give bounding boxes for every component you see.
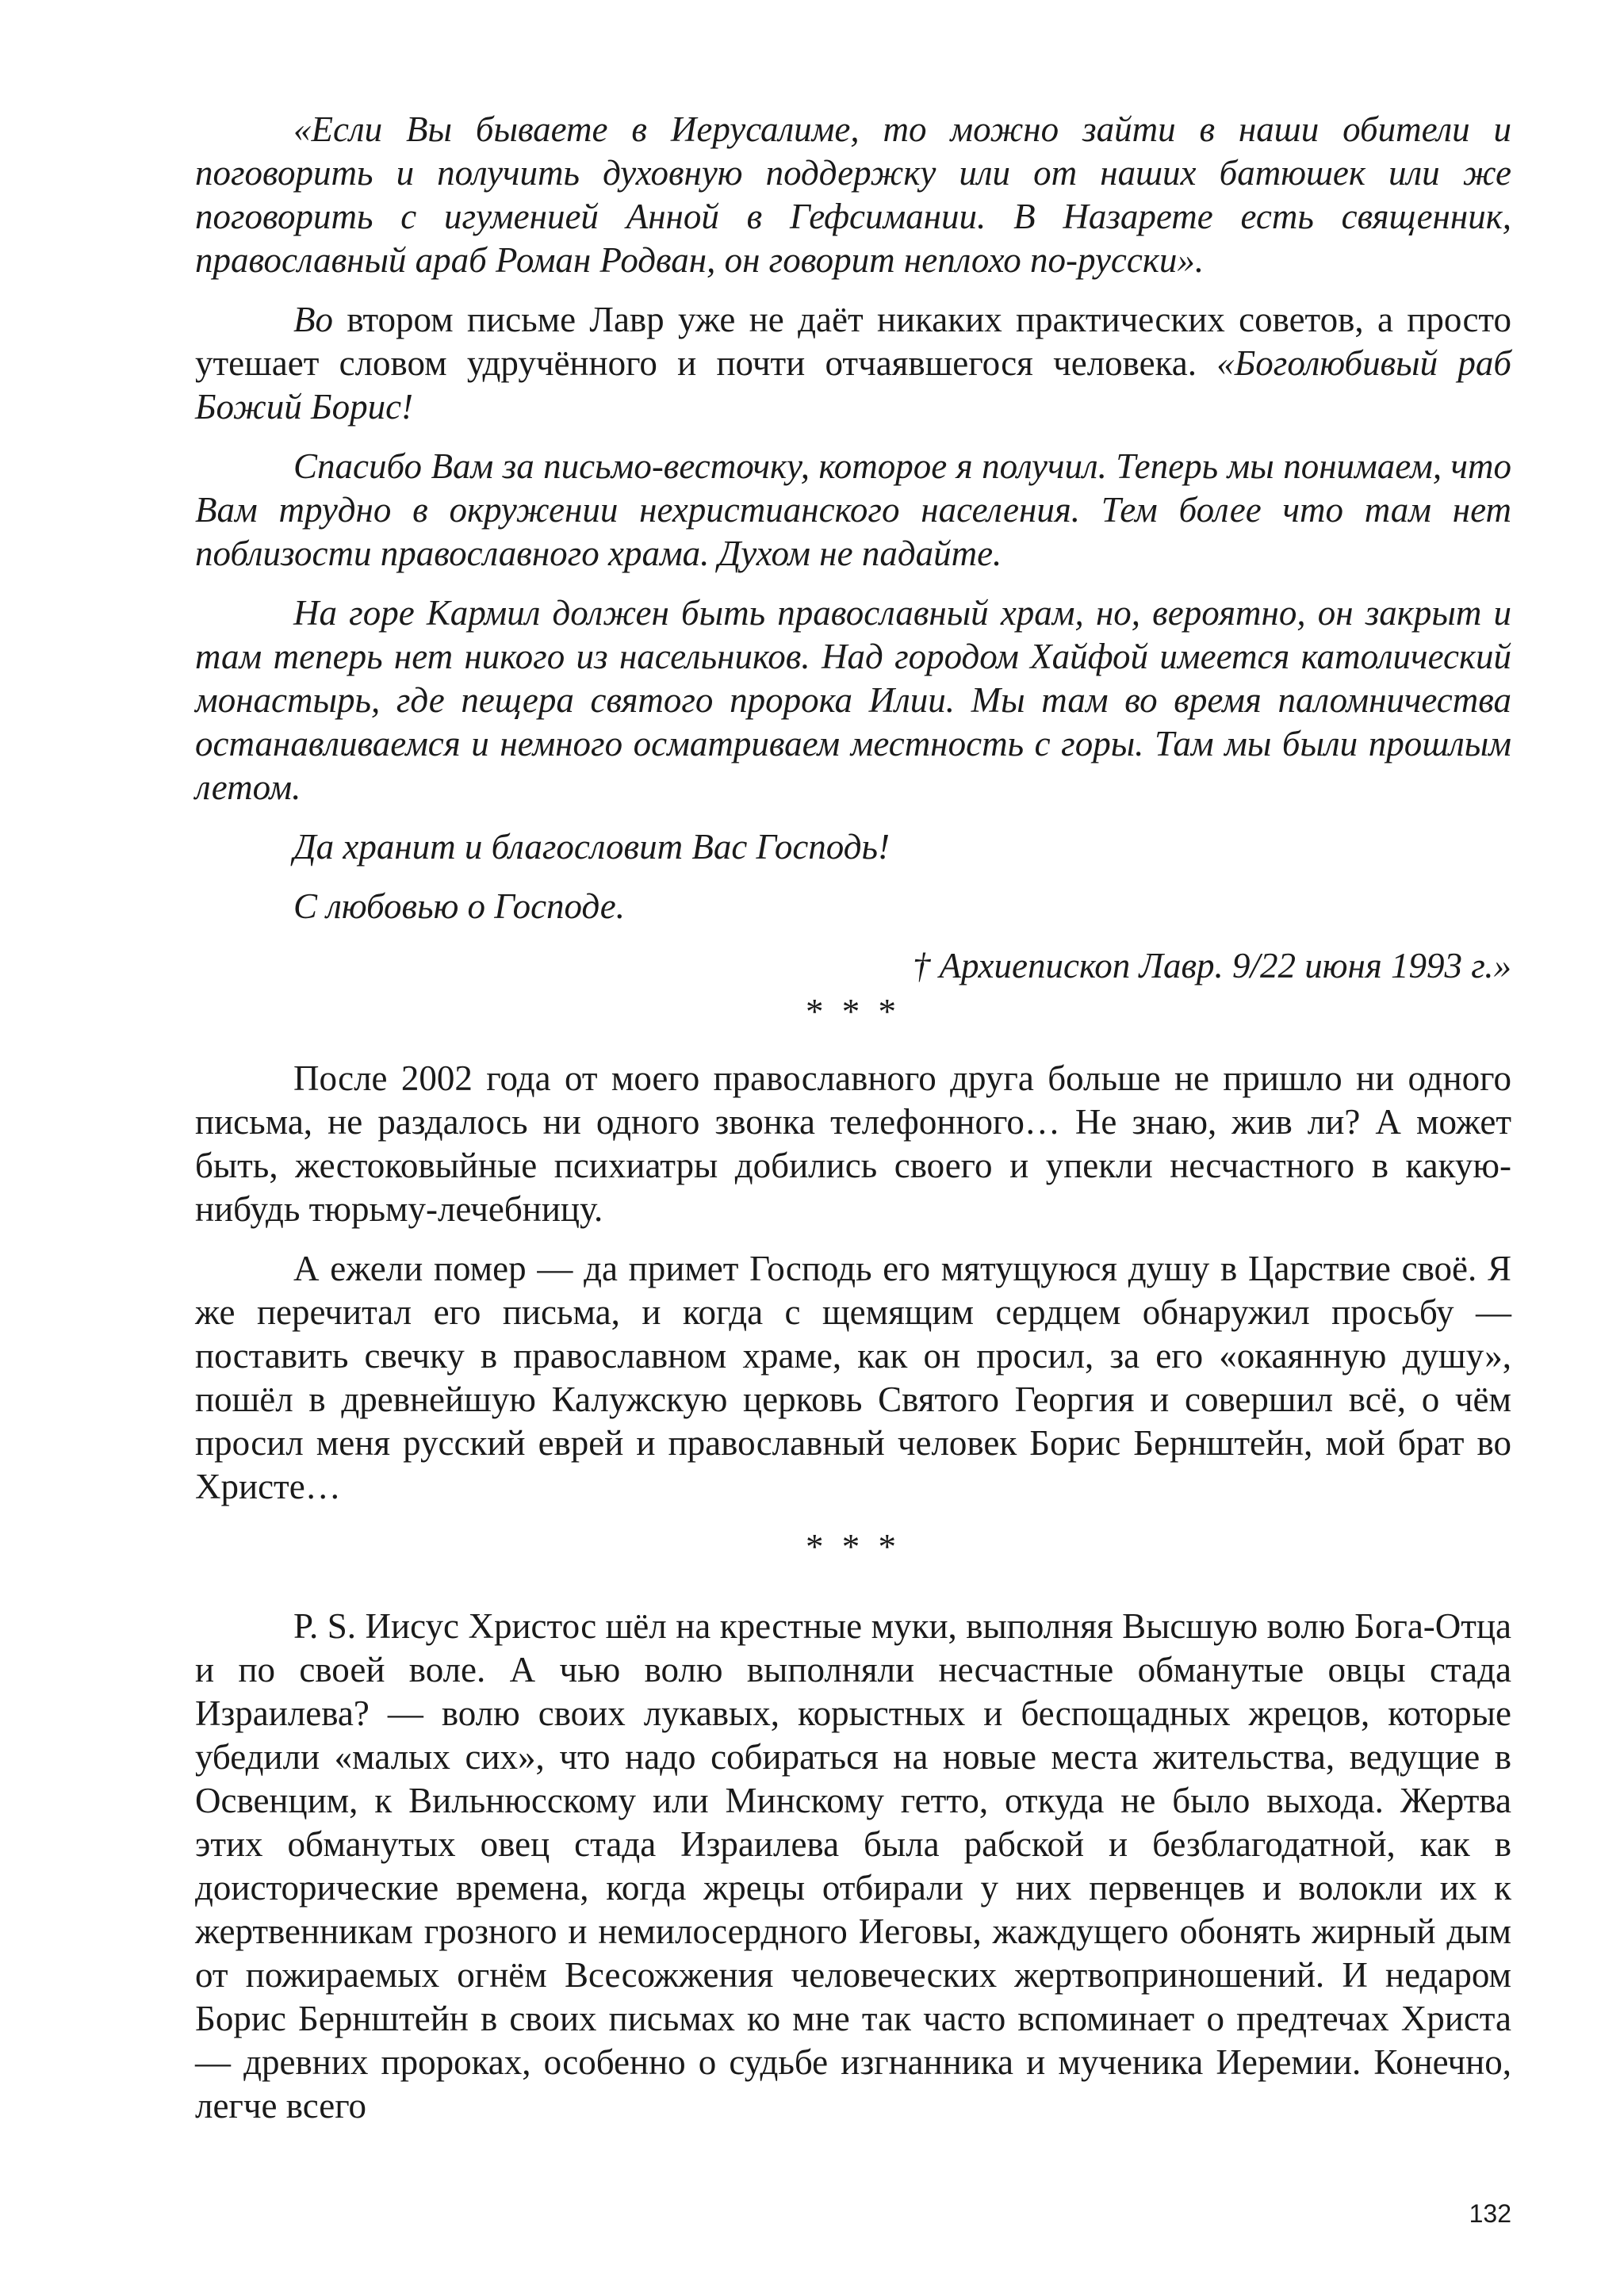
- body-paragraph-2: А ежели помер — да примет Господь его мятущуюся душу в Царствие своё. Я же перечитал его письма, и когда с щемящим сердцем обнаружил просьбу — поставить свечку в православном храме, как он просил, за его «окаянную душу», пошёл в древнейшую Калужскую церковь Святого Георгия и совершил всё, о чём просил меня русский еврей и православный человек Борис Бернштейн, мой брат во Христе…: [195, 1249, 1511, 1506]
- letter2-paragraph-2: На горе Кармил должен быть православный храм, но, вероятно, он закрыт и там теперь нет никого из насельников. Над городом Хайфой имеется католический монастырь, где пещера святого пророка Илии. Мы там во время паломничества останавливаемся и немного осматриваем местность с горы. Там мы были прошлым летом.: [195, 593, 1511, 807]
- letter2-signature: † Архиепископ Лавр. 9/22 июня 1993 г.»: [912, 946, 1511, 985]
- letter2-greeting: «Боголюбивый раб Божий Борис!: [195, 343, 1512, 427]
- section-separator-1: * * *: [806, 992, 901, 1031]
- page-number: 132: [1469, 2199, 1511, 2228]
- postscript-paragraph: P. S. Иисус Христос шёл на крестные муки, выполняя Высшую волю Бога-Отца и по своей воле. А чью волю выполняли несчастные обманутые овцы стада Израилева? — волю своих лукавых, корыстных и беспощадных жрецов, которые убедили «малых сих», что надо собираться на новые места жительства, ведущие в Освенцим, к Вильнюсскому или Минскому гетто, откуда не было выхода. Жертва этих обманутых овец стада Израилева была рабской и безблагодатной, как в доисторические времена, когда жрецы отбирали у них первенцев и волокли их к жертвенникам грозного и немилосердного Иеговы, жаждущего обонять жирный дым от пожираемых огнём Всесожжения человеческих жертвоприношений. И недаром Борис Бернштейн в своих письмах ко мне так часто вспоминает о предтечах Христа — древних пророках, особенно о судьбе изгнанника и мученика Иеремии. Конечно, легче всего: [195, 1606, 1511, 2126]
- body-paragraph-1: После 2002 года от моего православного друга больше не пришло ни одного письма, не раздалось ни одного звонка телефонного… Не знаю, жив ли? А может быть, жестоковыйные психиатры добились своего и упекли несчастного в какую-нибудь тюрьму-лечебницу.: [195, 1058, 1511, 1229]
- section-separator-2: * * *: [806, 1527, 901, 1567]
- letter2-intro-text: втором письме Лавр уже не даёт никаких практических советов, а просто утешает словом удручённого и почти отчаявшегося человека.: [195, 300, 1511, 383]
- page-content: [195, 108, 1511, 2144]
- letter1-quote: «Если Вы бываете в Иерусалиме, то можно зайти в наши обители и поговорить и получить духовную поддержку или от наших батюшек или же поговорить с игуменией Анной в Гефсимании. В Назарете есть священник, православный араб Роман Родван, он говорит неплохо по-русски».: [195, 109, 1511, 280]
- letter2-blessing: Да хранит и благословит Вас Господь!: [293, 827, 890, 867]
- letter2-intro-paragraph: [195, 298, 1511, 429]
- letter2-paragraph-1: Спасибо Вам за письмо-весточку, которое я получил. Теперь мы понимаем, что Вам трудно в окружении нехристианского населения. Тем более что там нет поблизости православного храма. Духом не падайте.: [195, 446, 1511, 573]
- letter2-closing: С любовью о Господе.: [293, 886, 625, 926]
- letter2-intro-italic: Во: [293, 300, 333, 339]
